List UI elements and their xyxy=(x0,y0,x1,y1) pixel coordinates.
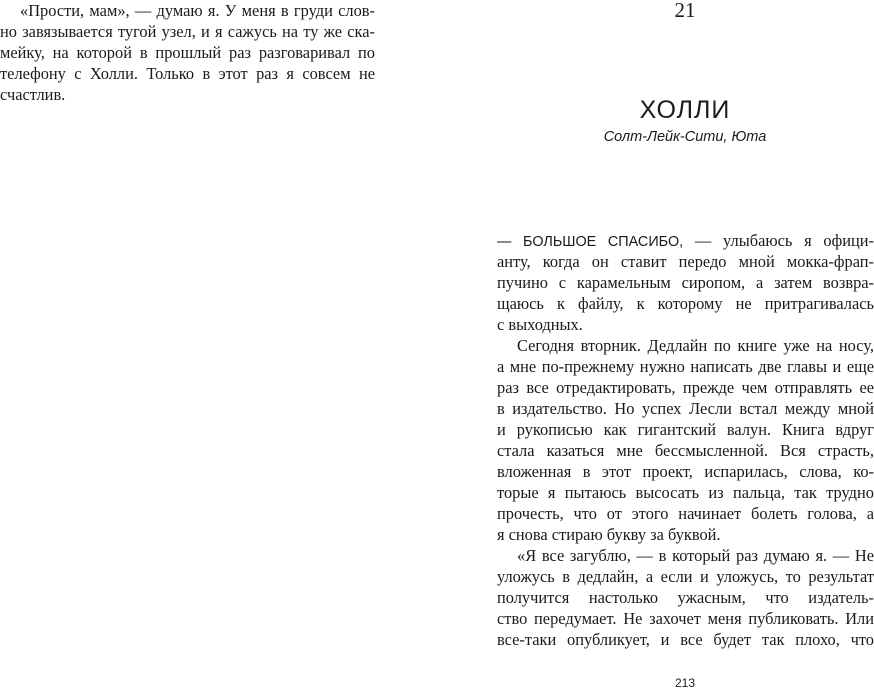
opening-caps: — БОЛЬШОЕ СПАСИБО, xyxy=(497,234,684,250)
text-line: все-таки опубликует, и все будет так плохо, что xyxy=(497,630,874,649)
page-number: 213 xyxy=(674,676,696,690)
text-line: торые я пытаюсь высосать из пальца, так трудно xyxy=(497,483,874,502)
right-page xyxy=(497,0,874,689)
text-line: Сегодня вторник. Дедлайн по книге уже на носу, xyxy=(517,336,874,355)
text-line: телефону с Холли. Только в этот раз я совсем не xyxy=(0,64,375,83)
text-line: анту, когда он ставит передо мной мокка-фрап- xyxy=(497,252,874,271)
chapter-subtitle: Солт-Лейк-Сити, Юта xyxy=(603,129,767,145)
opening-line xyxy=(497,230,874,251)
text-line: в издательство. Но успех Лесли встал между мной xyxy=(497,399,874,418)
text-line: раз все отредактировать, прежде чем отправлять ее xyxy=(497,378,874,397)
left-page-text xyxy=(0,0,375,105)
text-line: и рукописью как гигантский валун. Книга вдруг xyxy=(497,420,874,439)
right-page-text xyxy=(497,230,874,650)
text-line: «Я все загублю, — в который раз думаю я. — Не xyxy=(517,546,874,565)
text-line: щаюсь к файлу, к которому не притрагивалась xyxy=(497,294,874,313)
text-line: уложусь в дедлайн, а если и уложусь, то результат xyxy=(497,567,874,586)
text-line: счастлив. xyxy=(0,85,66,104)
text-line: мейку, на которой в прошлый раз разговаривал по xyxy=(0,43,375,62)
opening-rest: — улыбаюсь я офици- xyxy=(683,231,874,250)
text-line: «Прости, мам», — думаю я. У меня в груди слов- xyxy=(20,1,375,20)
chapter-title: ХОЛЛИ xyxy=(639,96,731,124)
text-line: пучино с карамельным сиропом, а затем возвра- xyxy=(497,273,874,292)
chapter-number: 21 xyxy=(674,0,696,22)
text-line: я снова стираю букву за буквой. xyxy=(497,525,721,544)
text-line: получится настолько ужасным, что издатель- xyxy=(497,588,874,607)
text-line: с выходных. xyxy=(497,315,583,334)
text-line: ство передумает. Не захочет меня публиковать. Или xyxy=(497,609,874,628)
text-line: прочесть, что от этого начинает болеть голова, а xyxy=(497,504,874,523)
text-line: вложенная в этот проект, испарилась, слова, ко- xyxy=(497,462,874,481)
text-line: но завязывается тугой узел, и я сажусь на ту же ска- xyxy=(0,22,375,41)
text-line: а мне по-прежнему нужно написать две главы и еще xyxy=(497,357,874,376)
text-line: стала казаться мне бессмысленной. Вся страсть, xyxy=(497,441,874,460)
